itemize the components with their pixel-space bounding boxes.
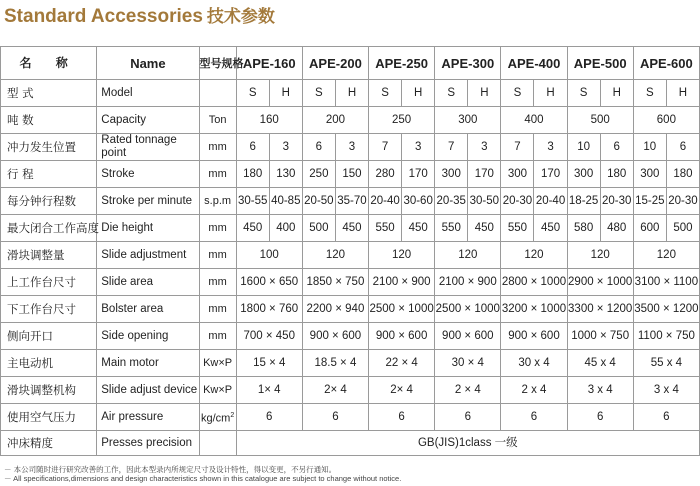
value-cell: 10 <box>567 134 600 161</box>
value-cell: 6 <box>666 134 699 161</box>
value-cell: 3 x 4 <box>567 377 633 404</box>
value-cell: 900 × 600 <box>501 323 567 350</box>
value-cell: 3 <box>468 134 501 161</box>
header-name-cn: 名 称 <box>1 47 97 80</box>
value-cell: 2100 × 900 <box>435 269 501 296</box>
model-sub-cell: H <box>600 80 633 107</box>
spec-row <box>1 107 700 134</box>
row-label-cn: 最大闭合工作高度 <box>1 215 97 242</box>
value-cell: 2500 × 1000 <box>369 296 435 323</box>
model-sub-cell: S <box>236 80 269 107</box>
footnote-cn: － 本公司随时进行研究改善的工作，因此本型录内所规定尺寸及设计特性，得以变更，不另行通知。 <box>4 465 337 474</box>
value-cell: 6 <box>501 404 567 431</box>
value-cell: 180 <box>666 161 699 188</box>
value-cell: 1850 × 750 <box>302 269 368 296</box>
row-unit <box>199 404 236 431</box>
value-cell: 250 <box>369 107 435 134</box>
value-cell: 900 × 600 <box>302 323 368 350</box>
row-unit-text: kg/cm <box>200 412 231 425</box>
value-cell: 120 <box>435 242 501 269</box>
row-label-cn: 型 式 <box>1 80 97 107</box>
value-cell: 3100 × 1100 <box>633 269 699 296</box>
model-sub-cell: H <box>534 80 567 107</box>
model-sub-cell: H <box>468 80 501 107</box>
value-cell: 170 <box>402 161 435 188</box>
model-sub-cell: S <box>369 80 402 107</box>
row-unit <box>199 242 236 269</box>
value-cell: 2900 × 1000 <box>567 269 633 296</box>
row-label-cn: 上工作台尺寸 <box>1 269 97 296</box>
value-cell: 3200 × 1000 <box>501 296 567 323</box>
value-cell: 450 <box>468 215 501 242</box>
row-label-en: Slide adjust device <box>97 377 199 404</box>
spec-row <box>1 296 700 323</box>
title-cn: 技术参数 <box>206 7 275 27</box>
row-unit <box>199 161 236 188</box>
value-cell: 3300 × 1200 <box>567 296 633 323</box>
value-cell: 2× 4 <box>302 377 368 404</box>
spec-row <box>1 323 700 350</box>
value-cell: 2200 × 940 <box>302 296 368 323</box>
value-cell: 6 <box>600 134 633 161</box>
value-cell: 2 × 4 <box>435 377 501 404</box>
value-cell: 6 <box>236 134 269 161</box>
value-cell: 2800 × 1000 <box>501 269 567 296</box>
value-cell: 120 <box>567 242 633 269</box>
value-cell: 300 <box>501 161 534 188</box>
value-cell: 18-25 <box>567 188 600 215</box>
value-cell: 10 <box>633 134 666 161</box>
value-cell: 170 <box>534 161 567 188</box>
model-header: APE-500 <box>567 47 633 80</box>
value-cell: 500 <box>567 107 633 134</box>
value-cell: 280 <box>369 161 402 188</box>
value-cell: 6 <box>369 404 435 431</box>
row-label-cn: 侧向开口 <box>1 323 97 350</box>
value-cell: 200 <box>302 107 368 134</box>
row-unit-text: mm <box>208 248 227 261</box>
value-cell: 15-25 <box>633 188 666 215</box>
row-unit <box>199 107 236 134</box>
row-label-en: Model <box>97 80 199 107</box>
row-label-en: Slide adjustment <box>97 242 199 269</box>
value-cell: 15 × 4 <box>236 350 302 377</box>
value-cell: 550 <box>435 215 468 242</box>
spec-row <box>1 188 700 215</box>
row-label-en: Main motor <box>97 350 199 377</box>
value-cell: 18.5 × 4 <box>302 350 368 377</box>
value-cell: 180 <box>236 161 269 188</box>
row-unit <box>199 134 236 161</box>
row-unit-text: mm <box>208 167 227 180</box>
value-cell: 3 x 4 <box>633 377 699 404</box>
spec-row <box>1 215 700 242</box>
value-cell: 20-50 <box>302 188 335 215</box>
value-cell: 580 <box>567 215 600 242</box>
value-cell: 3500 × 1200 <box>633 296 699 323</box>
value-cell: 900 × 600 <box>369 323 435 350</box>
row-unit <box>199 350 236 377</box>
value-cell: 450 <box>236 215 269 242</box>
value-cell: 120 <box>501 242 567 269</box>
spec-row <box>1 134 700 161</box>
row-unit <box>199 323 236 350</box>
value-cell: 300 <box>567 161 600 188</box>
model-header: APE-300 <box>435 47 501 80</box>
value-cell: 550 <box>369 215 402 242</box>
value-cell: 450 <box>534 215 567 242</box>
model-header: APE-160 <box>236 47 302 80</box>
model-sub-cell: H <box>335 80 368 107</box>
row-label-en: Presses precision <box>97 431 199 456</box>
row-unit <box>199 80 236 107</box>
row-label-cn: 主电动机 <box>1 350 97 377</box>
value-cell: 6 <box>302 404 368 431</box>
value-cell: 30-60 <box>402 188 435 215</box>
model-sub-cell: H <box>402 80 435 107</box>
value-cell: 550 <box>501 215 534 242</box>
model-header: APE-250 <box>369 47 435 80</box>
value-cell: 1800 × 760 <box>236 296 302 323</box>
value-cell: 3 <box>534 134 567 161</box>
value-cell: 3 <box>402 134 435 161</box>
row-label-en: Air pressure <box>97 404 199 431</box>
row-unit <box>199 269 236 296</box>
value-cell: 120 <box>302 242 368 269</box>
model-sub-cell: S <box>567 80 600 107</box>
row-unit <box>199 377 236 404</box>
value-cell: 170 <box>468 161 501 188</box>
row-unit-text: mm <box>208 302 227 315</box>
row-unit-text: mm <box>208 221 227 234</box>
row-label-cn: 滑块调整机构 <box>1 377 97 404</box>
header-row <box>1 47 700 80</box>
value-cell: 480 <box>600 215 633 242</box>
value-cell: 400 <box>269 215 302 242</box>
row-unit-text: Kw×P <box>203 383 233 396</box>
model-header: APE-400 <box>501 47 567 80</box>
value-cell: 2100 × 900 <box>369 269 435 296</box>
row-label-cn: 使用空气压力 <box>1 404 97 431</box>
value-cell: 20-40 <box>534 188 567 215</box>
value-cell: 20-30 <box>666 188 699 215</box>
row-label-en: Side opening <box>97 323 199 350</box>
spec-table <box>0 46 700 456</box>
value-cell: 500 <box>666 215 699 242</box>
model-sub-cell: H <box>666 80 699 107</box>
value-cell: 120 <box>369 242 435 269</box>
value-cell: 20-40 <box>369 188 402 215</box>
value-cell: 2500 × 1000 <box>435 296 501 323</box>
row-unit-text: s.p.m <box>204 194 232 207</box>
spec-row <box>1 350 700 377</box>
row-label-en: Rated tonnage point <box>97 134 199 161</box>
value-cell: 600 <box>633 107 699 134</box>
row-unit <box>199 296 236 323</box>
row-unit-text: mm <box>208 329 227 342</box>
value-cell: 120 <box>633 242 699 269</box>
row-unit <box>199 215 236 242</box>
row-label-cn: 滑块调整量 <box>1 242 97 269</box>
value-cell: 20-35 <box>435 188 468 215</box>
row-unit-text: mm <box>208 275 227 288</box>
value-cell: 1000 × 750 <box>567 323 633 350</box>
row-unit-sup: 2 <box>230 411 235 419</box>
value-cell: 20-30 <box>501 188 534 215</box>
value-cell: 7 <box>369 134 402 161</box>
precision-value: GB(JIS)1class 一级 <box>236 431 699 456</box>
row-unit <box>199 431 236 456</box>
model-header: APE-600 <box>633 47 699 80</box>
value-cell: 2 x 4 <box>501 377 567 404</box>
value-cell: 1× 4 <box>236 377 302 404</box>
model-sub-cell: H <box>269 80 302 107</box>
row-label-cn: 冲床精度 <box>1 431 97 456</box>
value-cell: 30-55 <box>236 188 269 215</box>
value-cell: 600 <box>633 215 666 242</box>
value-cell: 250 <box>302 161 335 188</box>
value-cell: 100 <box>236 242 302 269</box>
value-cell: 500 <box>302 215 335 242</box>
value-cell: 22 × 4 <box>369 350 435 377</box>
value-cell: 700 × 450 <box>236 323 302 350</box>
value-cell: 2× 4 <box>369 377 435 404</box>
value-cell: 300 <box>633 161 666 188</box>
model-sub-cell: S <box>435 80 468 107</box>
spec-row <box>1 269 700 296</box>
value-cell: 7 <box>435 134 468 161</box>
value-cell: 300 <box>435 107 501 134</box>
value-cell: 40-85 <box>269 188 302 215</box>
row-label-cn: 每分钟行程数 <box>1 188 97 215</box>
model-type-row <box>1 80 700 107</box>
header-unit: 型号规格 <box>199 47 236 80</box>
value-cell: 160 <box>236 107 302 134</box>
value-cell: 30 x 4 <box>501 350 567 377</box>
value-cell: 6 <box>633 404 699 431</box>
row-label-cn: 吨 数 <box>1 107 97 134</box>
value-cell: 150 <box>335 161 368 188</box>
value-cell: 55 x 4 <box>633 350 699 377</box>
value-cell: 1100 × 750 <box>633 323 699 350</box>
row-unit-text: Ton <box>208 113 227 126</box>
value-cell: 7 <box>501 134 534 161</box>
value-cell: 3 <box>335 134 368 161</box>
spec-row <box>1 242 700 269</box>
header-name-en: Name <box>97 47 199 80</box>
value-cell: 3 <box>269 134 302 161</box>
spec-row <box>1 161 700 188</box>
value-cell: 6 <box>435 404 501 431</box>
row-label-en: Slide area <box>97 269 199 296</box>
row-label-cn: 下工作台尺寸 <box>1 296 97 323</box>
value-cell: 6 <box>302 134 335 161</box>
value-cell: 130 <box>269 161 302 188</box>
row-label-en: Die height <box>97 215 199 242</box>
row-label-cn: 行 程 <box>1 161 97 188</box>
value-cell: 20-30 <box>600 188 633 215</box>
spec-row <box>1 404 700 431</box>
value-cell: 30 × 4 <box>435 350 501 377</box>
spec-row <box>1 377 700 404</box>
title-en: Standard Accessories <box>4 6 203 27</box>
value-cell: 450 <box>402 215 435 242</box>
value-cell: 450 <box>335 215 368 242</box>
value-cell: 35-70 <box>335 188 368 215</box>
footnote-en: － All specifications,dimensions and design characteristics shown in this catalogue are subject to change without notice. <box>4 474 402 483</box>
page-title <box>4 2 275 28</box>
model-header: APE-200 <box>302 47 368 80</box>
row-label-cn: 冲力发生位置 <box>1 134 97 161</box>
model-sub-cell: S <box>302 80 335 107</box>
value-cell: 6 <box>236 404 302 431</box>
value-cell: 1600 × 650 <box>236 269 302 296</box>
value-cell: 6 <box>567 404 633 431</box>
row-unit-text: Kw×P <box>203 356 233 369</box>
row-label-en: Stroke per minute <box>97 188 199 215</box>
value-cell: 45 x 4 <box>567 350 633 377</box>
footnotes <box>4 465 401 483</box>
model-sub-cell: S <box>633 80 666 107</box>
value-cell: 300 <box>435 161 468 188</box>
value-cell: 400 <box>501 107 567 134</box>
row-unit <box>199 188 236 215</box>
row-label-en: Capacity <box>97 107 199 134</box>
row-label-en: Bolster area <box>97 296 199 323</box>
precision-row <box>1 431 700 456</box>
value-cell: 30-50 <box>468 188 501 215</box>
row-unit-text: mm <box>208 140 227 153</box>
row-label-en: Stroke <box>97 161 199 188</box>
model-sub-cell: S <box>501 80 534 107</box>
value-cell: 900 × 600 <box>435 323 501 350</box>
value-cell: 180 <box>600 161 633 188</box>
